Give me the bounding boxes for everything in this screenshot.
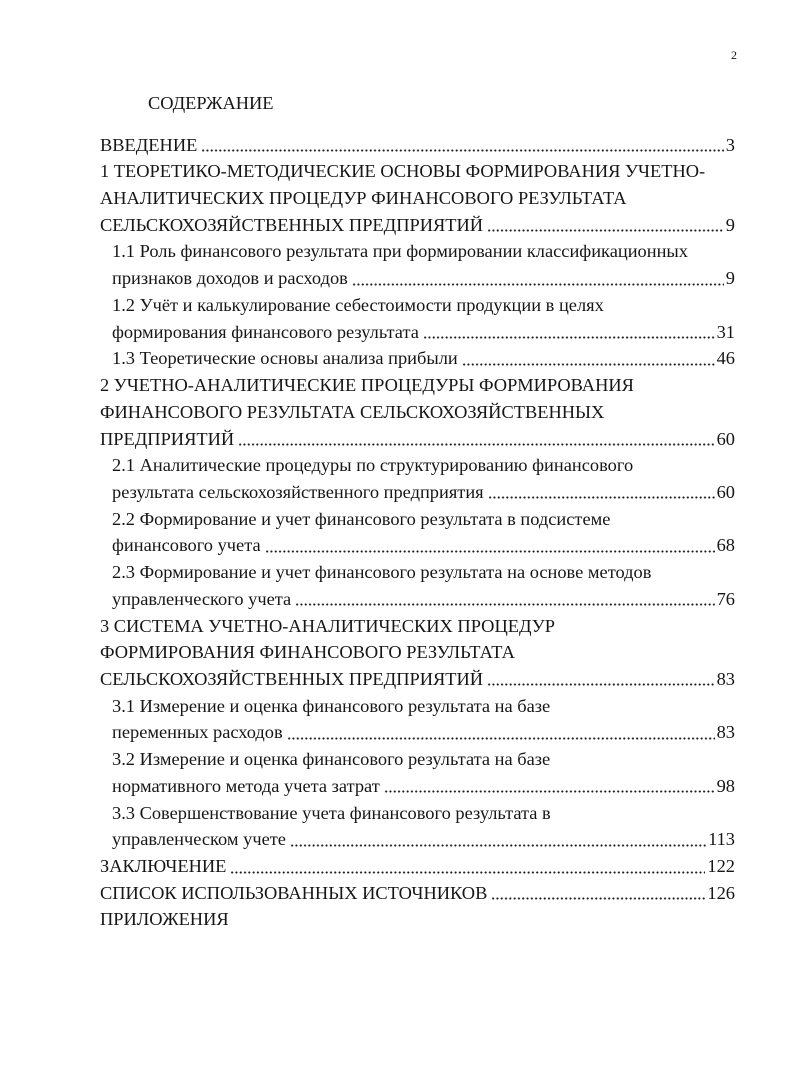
toc-entry-section-1-2 <box>100 292 735 345</box>
toc-entry-section-1-3 <box>100 345 735 372</box>
leader-dots <box>462 345 715 366</box>
toc-entry-text: управленческого учета <box>112 588 292 609</box>
toc-entry-text: ЗАКЛЮЧЕНИЕ <box>100 856 227 876</box>
toc-page-number: 31 <box>716 321 735 342</box>
toc-entry-line <box>100 506 735 533</box>
toc-entry-line <box>100 158 735 185</box>
toc-entry-line <box>100 372 735 399</box>
toc-entry-line <box>100 559 735 586</box>
toc-entry-section-2-3 <box>100 559 735 612</box>
toc-page-number: 83 <box>716 668 735 689</box>
toc-entry-chapter-1 <box>100 158 735 238</box>
toc-entry-text: управленческом учете <box>112 829 286 850</box>
toc-entry-text: ПРИЛОЖЕНИЯ <box>100 909 229 930</box>
toc-entry-text: переменных расходов <box>112 722 283 743</box>
toc-entry-line <box>100 746 735 773</box>
toc-entry-line <box>100 185 735 212</box>
toc-entry-line <box>100 479 735 506</box>
leader-dots <box>287 719 715 740</box>
toc-entry-line <box>100 132 735 159</box>
toc-entry-line <box>100 773 735 800</box>
toc-page-number: 46 <box>716 348 735 369</box>
toc-entry-text: 3.2 Измерение и оценка финансового результата на базе <box>112 749 551 770</box>
toc-entry-conclusion <box>100 853 735 880</box>
toc-page-number: 98 <box>716 775 735 796</box>
toc-page-number: 60 <box>716 428 735 449</box>
toc-title: СОДЕРЖАНИЕ <box>148 92 274 113</box>
toc-entry-text: 1.3 Теоретические основы анализа прибыли <box>112 348 458 369</box>
toc-entry-line <box>100 800 735 827</box>
toc-entry-line <box>100 238 735 265</box>
toc-entry-text: результата сельскохозяйственного предприятия <box>112 481 484 502</box>
toc-page-number: 3 <box>725 134 735 155</box>
leader-dots <box>487 212 724 233</box>
toc-entry-chapter-2 <box>100 372 735 452</box>
toc-entry-line <box>100 426 735 453</box>
toc-entry-text: 1 ТЕОРЕТИКО-МЕТОДИЧЕСКИЕ ОСНОВЫ ФОРМИРОВАНИЯ УЧЕТНО- <box>100 161 706 182</box>
toc-entry-text: 2.1 Аналитические процедуры по структурированию финансового <box>112 455 634 476</box>
toc-entry-line <box>100 399 735 426</box>
toc-entry-text: 3 СИСТЕМА УЧЕТНО-АНАЛИТИЧЕСКИХ ПРОЦЕДУР <box>100 615 555 636</box>
toc-list <box>100 132 735 934</box>
leader-dots <box>201 132 723 153</box>
leader-dots <box>423 319 715 340</box>
toc-entry-line <box>100 639 735 666</box>
page-number: 2 <box>731 48 737 62</box>
toc-page-number: 76 <box>716 588 735 609</box>
toc-entry-section-1-1 <box>100 238 735 291</box>
toc-entry-section-2-2 <box>100 506 735 559</box>
toc-entry-text: 1.2 Учёт и калькулирование себестоимости продукции в целях <box>112 294 604 315</box>
toc-entry-line <box>100 345 735 372</box>
toc-entry-line <box>100 212 735 239</box>
toc-entry-text: формирования финансового результата <box>112 321 419 342</box>
toc-page-number: 9 <box>725 214 735 235</box>
toc-entry-line <box>100 906 735 933</box>
toc-entry-line <box>100 265 735 292</box>
toc-page-number: 83 <box>716 722 735 743</box>
toc-entry-section-3-2 <box>100 746 735 799</box>
toc-entry-line <box>100 693 735 720</box>
toc-entry-chapter-3 <box>100 613 735 693</box>
leader-dots <box>295 586 714 607</box>
toc-page-number: 60 <box>716 481 735 502</box>
toc-entry-line <box>100 319 735 346</box>
toc-entry-text: 2.2 Формирование и учет финансового результата в подсистеме <box>112 508 611 529</box>
toc-entry-text: нормативного метода учета затрат <box>112 775 380 796</box>
toc-entry-section-3-1 <box>100 693 735 746</box>
leader-dots <box>488 479 715 500</box>
toc-entry-section-3-3 <box>100 800 735 853</box>
toc-entry-text: 2 УЧЕТНО-АНАЛИТИЧЕСКИЕ ПРОЦЕДУРЫ ФОРМИРОВАНИЯ <box>100 375 634 396</box>
toc-entry-line <box>100 719 735 746</box>
toc-page-number: 122 <box>707 856 735 876</box>
toc-entry-text: 2.3 Формирование и учет финансового результата на основе методов <box>112 562 652 583</box>
toc-entry-line <box>100 826 735 853</box>
leader-dots <box>238 426 714 447</box>
toc-entry-appendices <box>100 906 735 933</box>
toc-entry-text: ФИНАНСОВОГО РЕЗУЛЬТАТА СЕЛЬСКОХОЗЯЙСТВЕННЫХ <box>100 401 605 422</box>
leader-dots <box>384 773 715 794</box>
toc-entry-line <box>100 880 735 907</box>
toc-entry-text: 3.3 Совершенствование учета финансового результата в <box>112 802 551 823</box>
toc-entry-text: 3.1 Измерение и оценка финансового результата на базе <box>112 695 551 716</box>
toc-entry-text: 1.1 Роль финансового результата при формировании классификационных <box>112 241 688 262</box>
toc-entry-text: СЕЛЬСКОХОЗЯЙСТВЕННЫХ ПРЕДПРИЯТИЙ <box>100 214 484 235</box>
toc-entry-text: ПРЕДПРИЯТИЙ <box>100 428 235 449</box>
leader-dots <box>265 532 715 553</box>
leader-dots <box>290 826 706 847</box>
toc-entry-text: ВВЕДЕНИЕ <box>100 134 198 155</box>
toc-entry-line <box>100 853 735 880</box>
leader-dots <box>487 666 715 687</box>
toc-entry-line <box>100 452 735 479</box>
toc-entry-introduction <box>100 132 735 159</box>
toc-entry-text: финансового учета <box>112 535 261 556</box>
toc-entry-section-2-1 <box>100 452 735 505</box>
toc-entry-text: СЕЛЬСКОХОЗЯЙСТВЕННЫХ ПРЕДПРИЯТИЙ <box>100 668 484 689</box>
toc-page-number: 113 <box>708 829 735 850</box>
toc-entry-text: АНАЛИТИЧЕСКИХ ПРОЦЕДУР ФИНАНСОВОГО РЕЗУЛЬТАТА <box>100 188 627 209</box>
toc-page-number: 126 <box>707 882 735 903</box>
toc-entry-line <box>100 613 735 640</box>
toc-entry-text: признаков доходов и расходов <box>112 268 348 289</box>
toc-page-number: 9 <box>725 268 735 289</box>
toc-page-number: 68 <box>716 535 735 556</box>
leader-dots <box>230 853 705 874</box>
toc-entry-line <box>100 586 735 613</box>
leader-dots <box>352 265 724 286</box>
toc-entry-references <box>100 880 735 907</box>
toc-entry-line <box>100 532 735 559</box>
toc-entry-line <box>100 666 735 693</box>
toc-entry-text: СПИСОК ИСПОЛЬЗОВАННЫХ ИСТОЧНИКОВ <box>100 882 488 903</box>
leader-dots <box>491 880 705 901</box>
toc-entry-text: ФОРМИРОВАНИЯ ФИНАНСОВОГО РЕЗУЛЬТАТА <box>100 642 515 663</box>
toc-entry-line <box>100 292 735 319</box>
